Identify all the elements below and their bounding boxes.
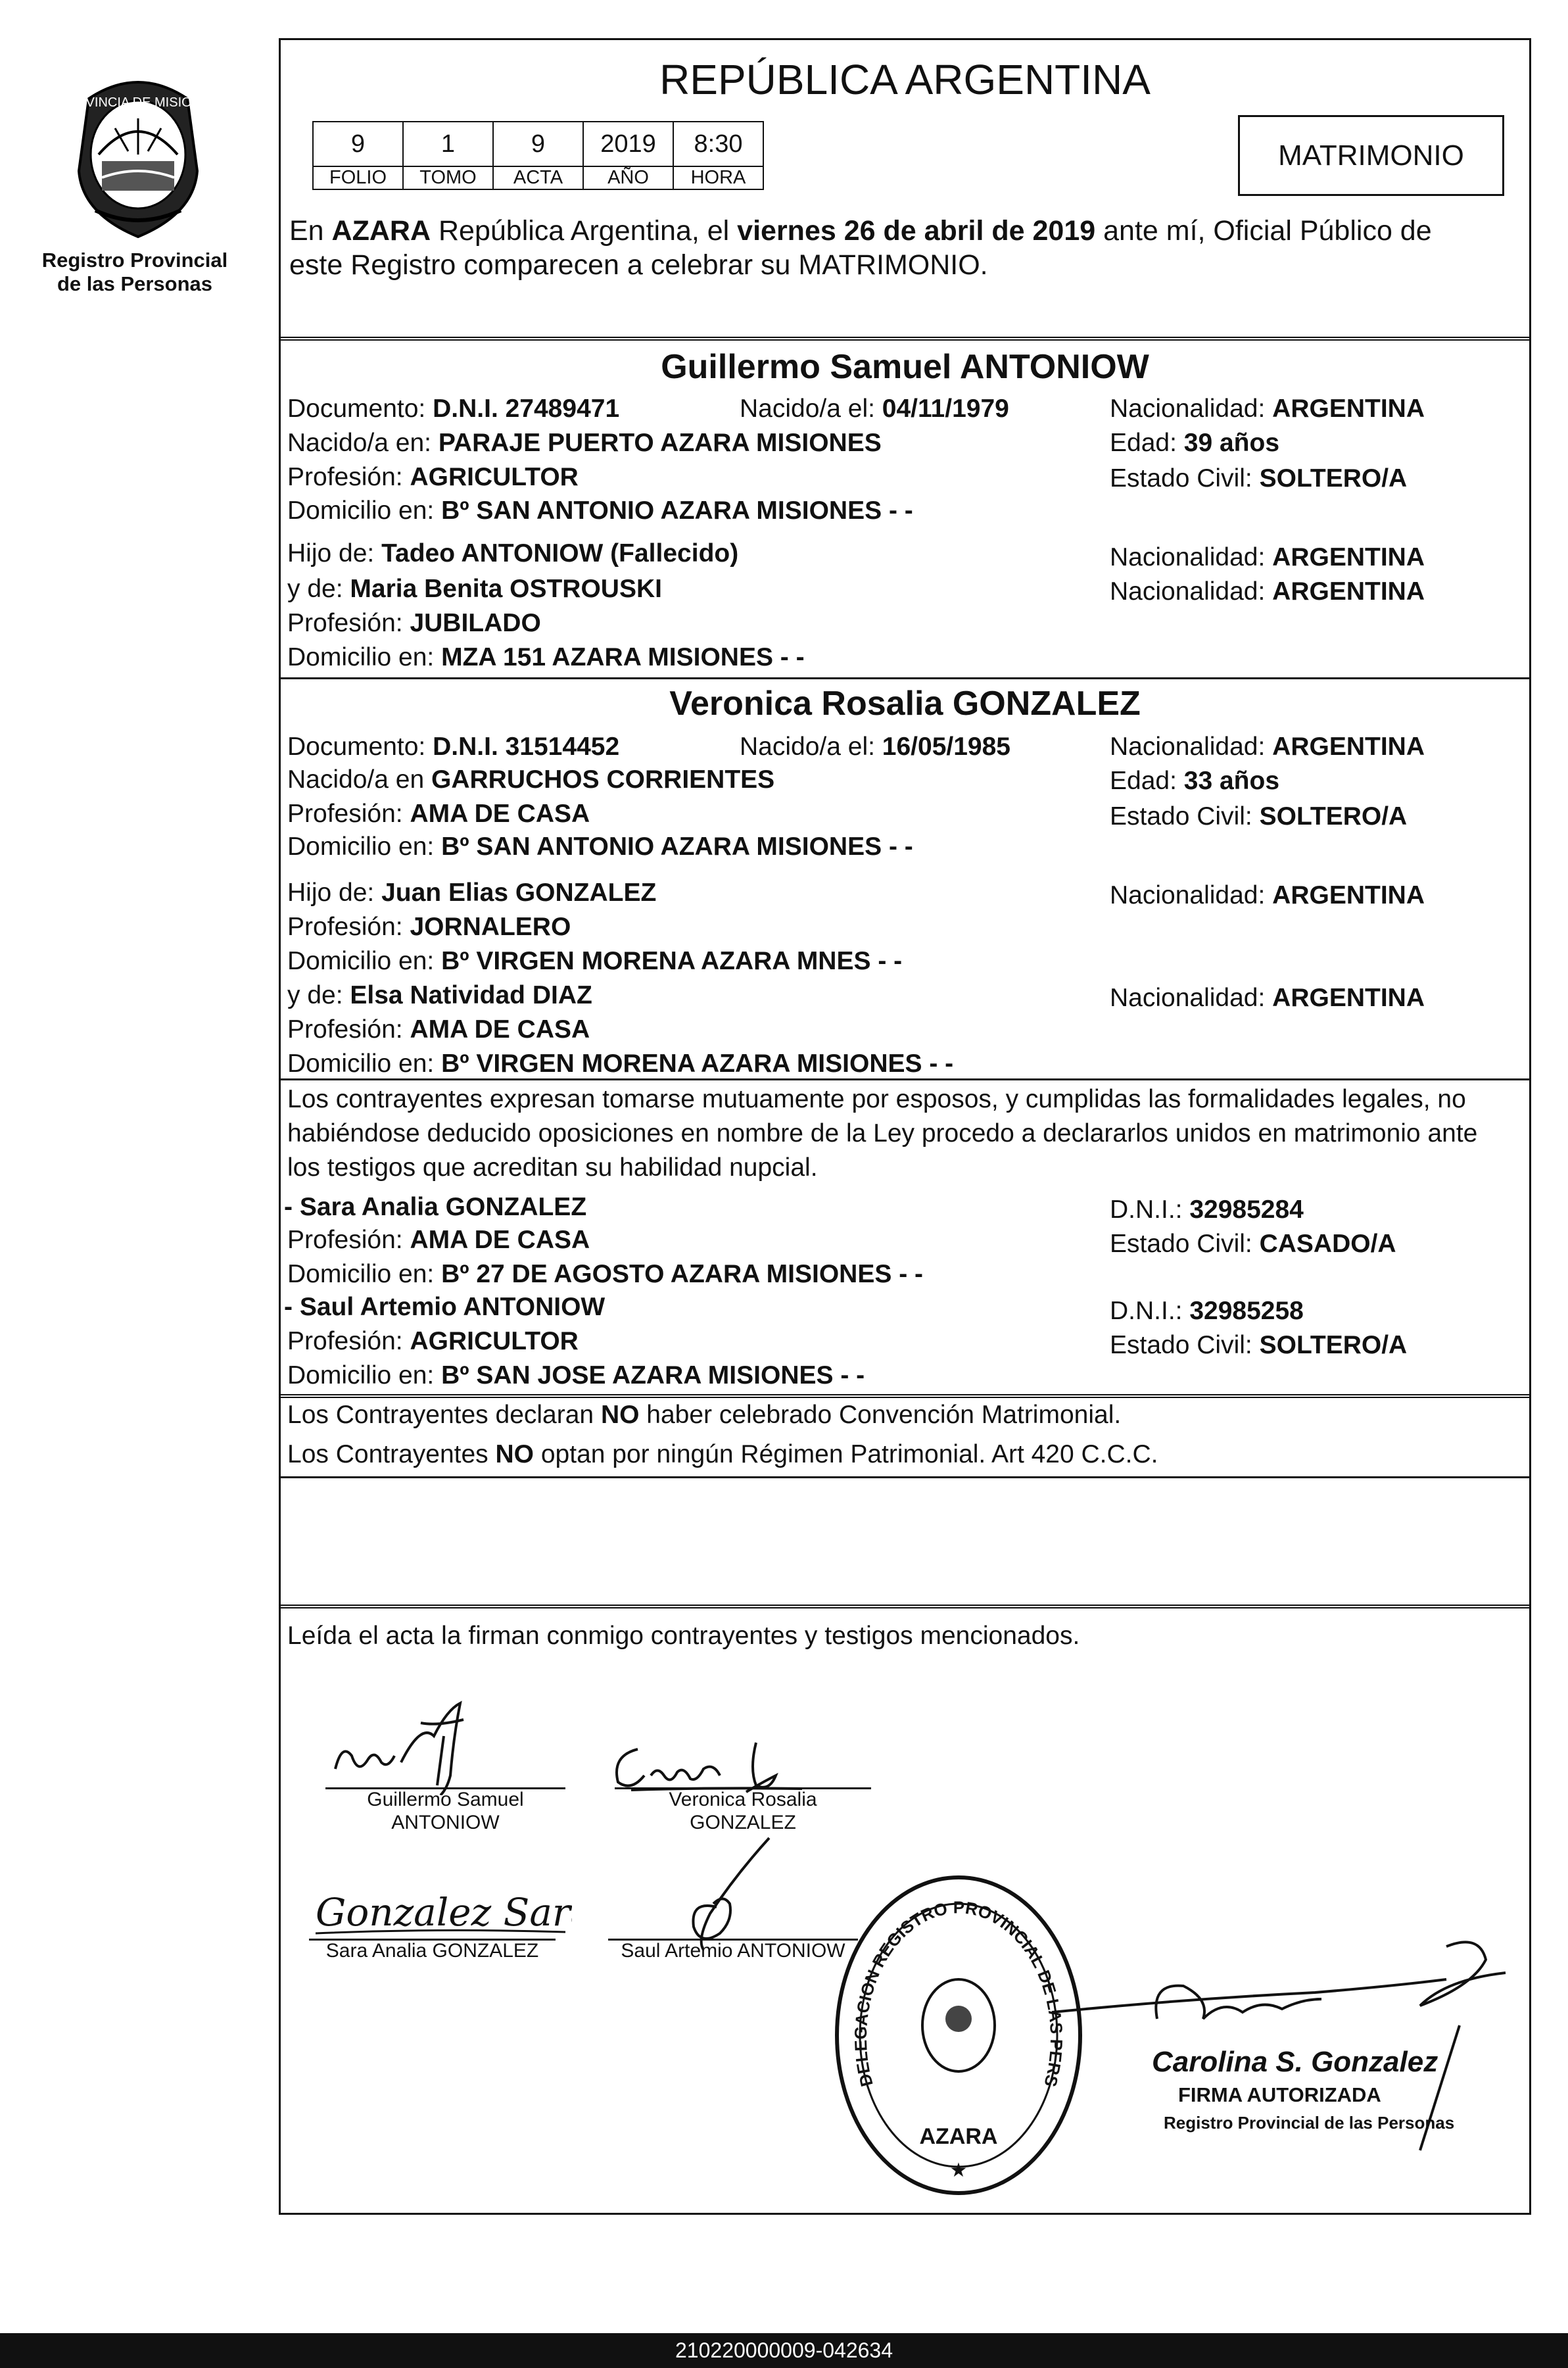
bride-mother: y de: Elsa Natividad DIAZ [287, 981, 592, 1009]
bride-father-address: Domicilio en: Bº VIRGEN MORENA AZARA MNES - - [287, 947, 903, 975]
witness-2-address: Domicilio en: Bº SAN JOSE AZARA MISIONES - - [287, 1361, 865, 1389]
ano-value: 2019 [583, 122, 673, 166]
official-organization: Registro Provincial de las Personas [1164, 2113, 1455, 2133]
bride-profession: Profesión: AMA DE CASA [287, 800, 590, 828]
groom-birthplace: Nacido/a en: PARAJE PUERTO AZARA MISIONES [287, 429, 882, 457]
folio-label: FOLIO [313, 166, 403, 189]
witness-2-civil-status: Estado Civil: SOLTERO/A [1110, 1331, 1408, 1359]
svg-text:AZARA: AZARA [919, 2124, 998, 2149]
groom-nationality: Nacionalidad: ARGENTINA [1110, 395, 1425, 423]
groom-mother-nationality: Nacionalidad: ARGENTINA [1110, 577, 1425, 606]
svg-text:PROVINCIA DE MISIONES: PROVINCIA DE MISIONES [62, 95, 214, 110]
groom-age: Edad: 39 años [1110, 429, 1280, 457]
ano-label: AÑO [583, 166, 673, 189]
official-name: Carolina S. Gonzalez [1152, 2046, 1438, 2078]
acta-value: 9 [493, 122, 583, 166]
bride-age: Edad: 33 años [1110, 767, 1280, 795]
bride-birthplace: Nacido/a en GARRUCHOS CORRIENTES [287, 765, 775, 794]
hora-value: 8:30 [673, 122, 763, 166]
hora-label: HORA [673, 166, 763, 189]
groom-address: Domicilio en: Bº SAN ANTONIO AZARA MISIONES - - [287, 496, 913, 525]
witness-2-profession: Profesión: AGRICULTOR [287, 1327, 579, 1355]
divider-signatures [279, 1605, 1531, 1608]
groom-parents-profession: Profesión: JUBILADO [287, 609, 541, 637]
tomo-value: 1 [403, 122, 493, 166]
bride-father-nationality: Nacionalidad: ARGENTINA [1110, 881, 1425, 909]
svg-text:Gonzalez Sara: Gonzalez Sara [316, 1890, 572, 1935]
witness-1-civil-status: Estado Civil: CASADO/A [1110, 1230, 1396, 1258]
groom-signature-scribble [322, 1697, 506, 1799]
witness-2-name: - Saul Artemio ANTONIOW [284, 1293, 606, 1321]
document-code-bar: 210220000009-042634 [0, 2333, 1568, 2368]
groom-father: Hijo de: Tadeo ANTONIOW (Fallecido) [287, 539, 739, 568]
closing-statement: Leída el acta la firman conmigo contrayentes y testigos mencionados. [287, 1622, 1080, 1650]
bride-birthdate: Nacido/a el: 16/05/1985 [740, 733, 1010, 761]
groom-father-nationality: Nacionalidad: ARGENTINA [1110, 543, 1425, 571]
intro-line-2: este Registro comparecen a celebrar su MATRIMONIO. [289, 249, 988, 281]
document-type-box: MATRIMONIO [1238, 115, 1504, 196]
declaration-line-2: habiéndose deducido oposiciones en nombre de la Ley procedo a declararlos unidos en matrimonio ante [287, 1119, 1478, 1148]
groom-birthdate: Nacido/a el: 04/11/1979 [740, 395, 1009, 423]
svg-text:DELEGACION REGISTRO PROVINCIAL: DELEGACION REGISTRO PROVINCIAL DE LAS PERS [850, 1897, 1067, 2089]
divider-bride [279, 677, 1531, 679]
groom-parents-address: Domicilio en: MZA 151 AZARA MISIONES - - [287, 643, 805, 671]
witness-1-address: Domicilio en: Bº 27 DE AGOSTO AZARA MISIONES - - [287, 1260, 924, 1288]
bride-mother-nationality: Nacionalidad: ARGENTINA [1110, 984, 1425, 1012]
bride-address: Domicilio en: Bº SAN ANTONIO AZARA MISIONES - - [287, 833, 913, 861]
svg-text:★: ★ [949, 2160, 968, 2181]
divider-notes [279, 1476, 1531, 1478]
bride-mother-address: Domicilio en: Bº VIRGEN MORENA AZARA MISIONES - - [287, 1050, 954, 1078]
witness-2-signature-caption: Saul Artemio ANTONIOW [621, 1940, 845, 1962]
witness-1-name: - Sara Analia GONZALEZ [284, 1193, 587, 1221]
witness-1-profession: Profesión: AMA DE CASA [287, 1226, 590, 1254]
groom-mother: y de: Maria Benita OSTROUSKI [287, 575, 662, 603]
declaration-line-1: Los contrayentes expresan tomarse mutuamente por esposos, y cumplidas las formalidades legales, no [287, 1085, 1466, 1113]
groom-name-heading: Guillermo Samuel ANTONIOW [661, 348, 1149, 386]
bride-nationality: Nacionalidad: ARGENTINA [1110, 733, 1425, 761]
bride-name-heading: Veronica Rosalia GONZALEZ [669, 685, 1141, 723]
groom-document: Documento: D.N.I. 27489471 [287, 395, 620, 423]
page-title: REPÚBLICA ARGENTINA [659, 56, 1151, 103]
witness-1-dni: D.N.I.: 32985284 [1110, 1196, 1304, 1224]
bride-father: Hijo de: Juan Elias GONZALEZ [287, 879, 657, 907]
divider-declaration [279, 1078, 1531, 1080]
divider-convention [279, 1394, 1531, 1398]
witness-2-dni: D.N.I.: 32985258 [1110, 1297, 1304, 1325]
intro-line-1: En AZARA República Argentina, el viernes 26 de abril de 2019 ante mí, Oficial Público de [289, 215, 1432, 247]
folio-value: 9 [313, 122, 403, 166]
bride-mother-profession: Profesión: AMA DE CASA [287, 1015, 590, 1044]
witness-1-signature-handwritten [309, 1886, 572, 1942]
declaration-line-3: los testigos que acreditan su habilidad nupcial. [287, 1153, 818, 1182]
bride-father-profession: Profesión: JORNALERO [287, 913, 571, 941]
acta-label: ACTA [493, 166, 583, 189]
divider-groom [279, 337, 1531, 341]
tomo-label: TOMO [403, 166, 493, 189]
official-role: FIRMA AUTORIZADA [1178, 2083, 1381, 2106]
groom-signature-caption: Guillermo Samuel ANTONIOW [367, 1789, 524, 1833]
bride-civil-status: Estado Civil: SOLTERO/A [1110, 802, 1408, 831]
groom-profession: Profesión: AGRICULTOR [287, 463, 579, 491]
convention-line-1: Los Contrayentes declaran NO haber celebrado Convención Matrimonial. [287, 1401, 1122, 1429]
witness-1-signature-caption: Sara Analia GONZALEZ [325, 1940, 539, 1962]
bride-signature-caption: Veronica Rosalia GONZALEZ [669, 1789, 817, 1833]
groom-civil-status: Estado Civil: SOLTERO/A [1110, 464, 1408, 493]
bride-document: Documento: D.N.I. 31514452 [287, 733, 620, 761]
act-reference-table [312, 121, 764, 190]
logo-caption: Registro Provincial de las Personas [41, 249, 228, 295]
convention-line-2: Los Contrayentes NO optan por ningún Régimen Patrimonial. Art 420 C.C.C. [287, 1440, 1158, 1468]
province-seal-text [62, 72, 214, 112]
official-round-stamp [827, 1868, 1090, 2206]
